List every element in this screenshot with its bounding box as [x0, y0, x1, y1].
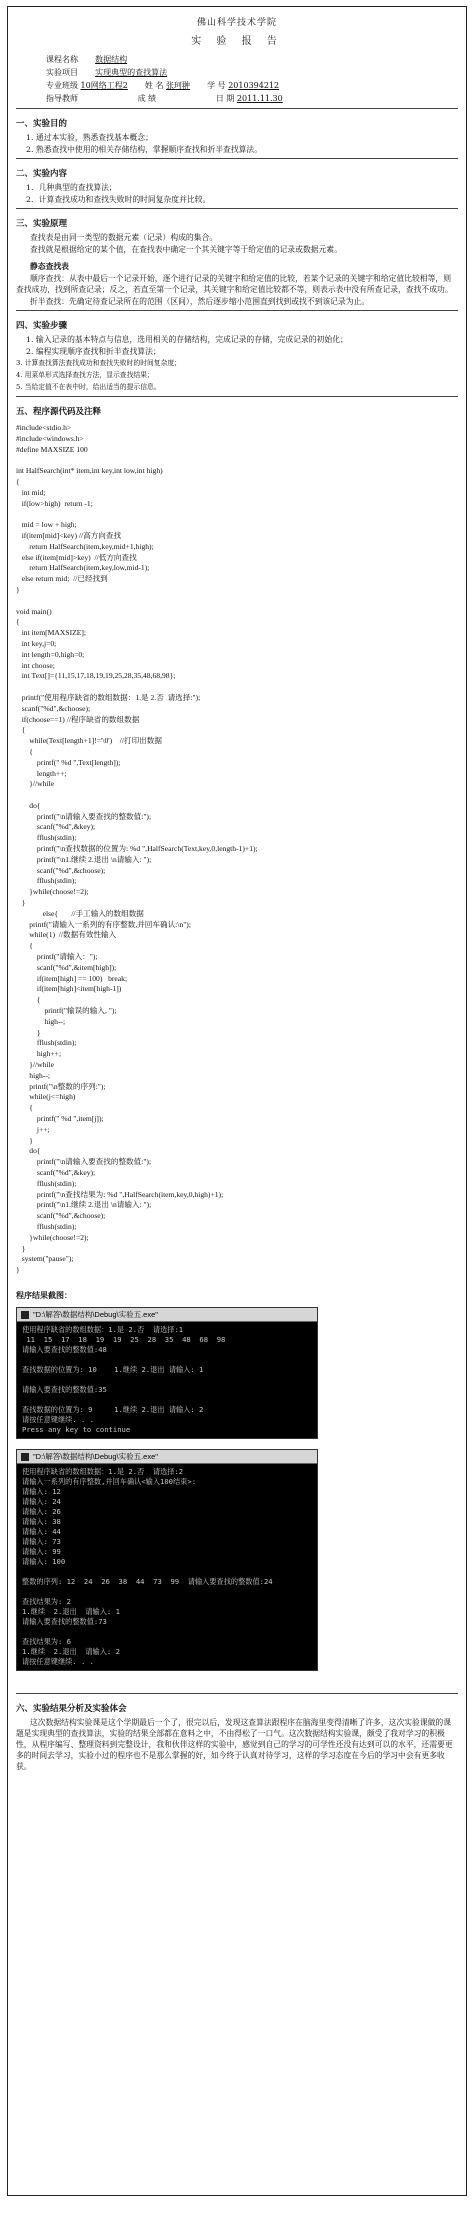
section-screenshots — [16, 1290, 458, 1671]
divider — [16, 208, 458, 209]
console-title: "D:\解答\数据结构\Debug\实验五.exe" — [33, 1451, 158, 1461]
score-label: 成 绩 — [137, 94, 157, 103]
section-content — [16, 167, 458, 205]
project-label: 实验项目 — [46, 68, 78, 77]
paragraph: 查找表是由同一类型的数据元素（记录）构成的集合。 — [30, 233, 218, 242]
list-item: 3. 计算查找算法查找成功和查找失败时的时间复杂度； — [16, 359, 181, 367]
divider — [16, 310, 458, 311]
console-titlebar — [17, 1450, 317, 1464]
console-title: "D:\解答\数据结构\Debug\实验五.exe" — [33, 1309, 158, 1319]
divider — [16, 396, 458, 397]
info-row-teacher — [46, 92, 458, 105]
list-item: 4. 用菜单形式选择查找方法，显示查找结果； — [16, 371, 154, 379]
section-objective — [16, 117, 458, 155]
name-value: 张珂翀 — [166, 81, 191, 90]
section-title: 四、实验步骤 — [16, 321, 68, 331]
project-value: 实现典型的查找算法 — [95, 68, 168, 77]
course-value: 数据结构 — [95, 55, 128, 64]
console-window — [16, 1449, 318, 1671]
console-window — [16, 1307, 318, 1439]
report-title: 实 验 报 告 — [191, 36, 283, 47]
divider — [16, 158, 458, 159]
section-title: 程序结果截图： — [16, 1289, 72, 1300]
section-principle — [16, 217, 458, 307]
info-row-student — [46, 79, 458, 92]
course-label: 课程名称 — [46, 55, 78, 64]
section-source — [16, 405, 458, 1276]
date-value: 2011.11.30 — [236, 94, 283, 103]
console-icon — [21, 1453, 29, 1461]
info-row-course — [46, 53, 458, 66]
console-titlebar — [17, 1308, 317, 1322]
section-title: 二、实验内容 — [16, 169, 68, 179]
section-title: 五、程序源代码及注释 — [16, 407, 102, 417]
paragraph: 查找就是根据给定的某个值，在查找表中确定一个其关键字等于给定值的记录或数据元素。 — [30, 245, 342, 254]
report-page — [7, 6, 467, 2196]
section-title: 三、实验原理 — [16, 219, 68, 229]
source-code: #include<stdio.h> #include<windows.h> #define MAXSIZE 100 int HalfSearch(int* item,int key,int low,int high) { int mid; if(low>high) return -1; mid = low + high; if(item[mid]<key) //高方向查找 return HalfSearch(item,key,mid+1,high); else if(item[mid]>key) //低方向查找 return HalfSearch(item,key,low,mid-1); else return mid; //已经找到 } void main() { int item[MAXSIZE]; int key,j=0; int length=0,high=0; int choose; int Text[]={11,15,17,18,19,19,25,28,35,48,68,98}; printf("使用程序缺省的数组数据：1.是 2.否 请选择:"); scanf("%d",&choose); if(choose==1) //程序缺省的数组数据 { while(Text[length+1]!='\0') //打印出数据 { printf(" %d ",Text[length]); length++; }//while do{ printf("\n请输入要查找的整数值:"); scanf("%d",&key); fflush(stdin); printf("\n查找数据的位置为: %d ",HalfSearch(Text,key,0,length-1)+1); printf("\n1.继续 2.退出 \n请输入: "); scanf("%d",&choose); fflush(stdin); }while(choose!=2); } else{ //手工输入的数组数据 printf("请输入一系列的有序整数,并回车确认:\n"); while(1) //数据有效性输入 { printf("请输入："); scanf("%d",&item[high]); if(item[high] == 100) break; if(item[high]<item[high-1]) { printf("输误的输入, "); high--; } fflush(stdin); high++; }//while high--; printf("\n整数的序列:"); while(j<=high) { printf(" %d ",item[j]); j++; } do{ printf("\n请输入要查找的整数值:"); scanf("%d",&key); fflush(stdin); printf("\n查找结果为: %d ",HalfSearch(item,key,0,high)+1); printf("\n1.继续 2.退出 \n请输入: "); scanf("%d",&choose); fflush(stdin); }while(choose!=2); } system("pause"); } — [16, 423, 258, 1275]
section-title: 六、实验结果分析及实验体会 — [16, 1703, 127, 1714]
major-value: 10网络工程2 — [80, 81, 128, 90]
id-value: 2010394212 — [228, 81, 280, 90]
console-output: 使用程序缺省的数组数据：1.是 2.否 请选择:1 11 15 17 18 19 19 25 28 35 48 68 98 请输入要查找的整数值:48 查找数据的位置为: 10 1.继续 2.退出 请输入: 1 请输入要查找的整数值:35 查找数据的位置为: 9 1.继续 2.退出 请输入: 2 请按任意键继续. . . Press any key to continue — [17, 1322, 317, 1438]
date-label: 日 期 — [215, 94, 235, 103]
university-name: 佛山科学技术学院 — [196, 18, 277, 28]
id-label: 学 号 — [207, 81, 226, 90]
list-item: 5. 当给定值不在表中时，给出适当的提示信息。 — [16, 383, 161, 391]
subsection-title: 静态查找表 — [30, 262, 69, 271]
info-row-project — [46, 66, 458, 79]
divider — [16, 1693, 458, 1694]
list-item: 2. 熟悉查找中使用的相关存储结构，掌握顺序查找和折半查找算法。 — [26, 145, 263, 154]
section-title: 一、实验目的 — [16, 119, 68, 129]
list-item: 2．计算查找成功和查找失败时的时间复杂度并比较。 — [26, 195, 211, 204]
name-label: 姓 名 — [144, 81, 164, 90]
teacher-label: 指导教师 — [46, 94, 78, 103]
section-steps — [16, 319, 458, 393]
divider — [16, 108, 458, 109]
paragraph: 顺序查找：从表中最后一个记录开始，逐个进行记录的关键字和给定值的比较，若某个记录的关键字和给定值比较相等，则查找成功，找到所查记录；反之，若直至第一个记录，其关键字和给定值比较都不等，则表示表中没有所查记录，查找不成功。 — [16, 274, 453, 294]
major-label: 专业班级 — [46, 81, 78, 90]
section-analysis — [16, 1702, 458, 1772]
paragraph: 这次数据结构实验课是这个学期最后一个了，很完以后，发现这查算法跟程序在脑海里变得清晰了许多，这次实验课做的课题是实现典型的查找算法，实验的结果全部都在意料之中，不由得松了一口气。这次数据结构实验课，颇受了我对学习的积极性，从程序编写、整理资料到完整设计，我和伙伴这样的实验中，感觉到自己的学习的可学性还没有达到可以的水平，还需要更多的时间去学习，实验小过的程序也不是那么掌握的好，如今终于认真对待学习，这样的学习态度在今后的学习中会有更多收获。 — [16, 1717, 453, 1771]
list-item: 1. 输入记录的基本特点与信息，选用相关的存储结构，完成记录的存储，完成记录的初始化； — [26, 335, 348, 344]
list-item: 1．几种典型的查找算法； — [26, 183, 117, 192]
console-icon — [21, 1311, 29, 1319]
list-item: 1. 通过本实验，熟悉查找基本概念； — [26, 133, 153, 142]
console-output: 使用程序缺省的数组数据：1.是 2.否 请选择:2 请输入一系列的有序整数,并回车确认<输入100结束>: 请输入: 12 请输入: 24 请输入: 26 请输入: 38 请输入: 44 请输入: 73 请输入: 99 请输入: 100 整数的序列: 12 24 26 38 44 73 99 请输入要查找的整数值:24 查找结果为: 2 1.继续 2.退出 请输入: 1 请输入要查找的整数值:73 查找结果为: 6 1.继续 2.退出 请输入: 2 请按任意键继续. . . — [17, 1464, 317, 1670]
report-info — [46, 53, 458, 105]
list-item: 2. 编程实现顺序查找和折半查找算法； — [26, 347, 161, 356]
paragraph: 折半查找：先确定待查记录所在的范围（区间），然后逐步缩小范围直到找到或找不到该记录为止。 — [30, 297, 370, 306]
